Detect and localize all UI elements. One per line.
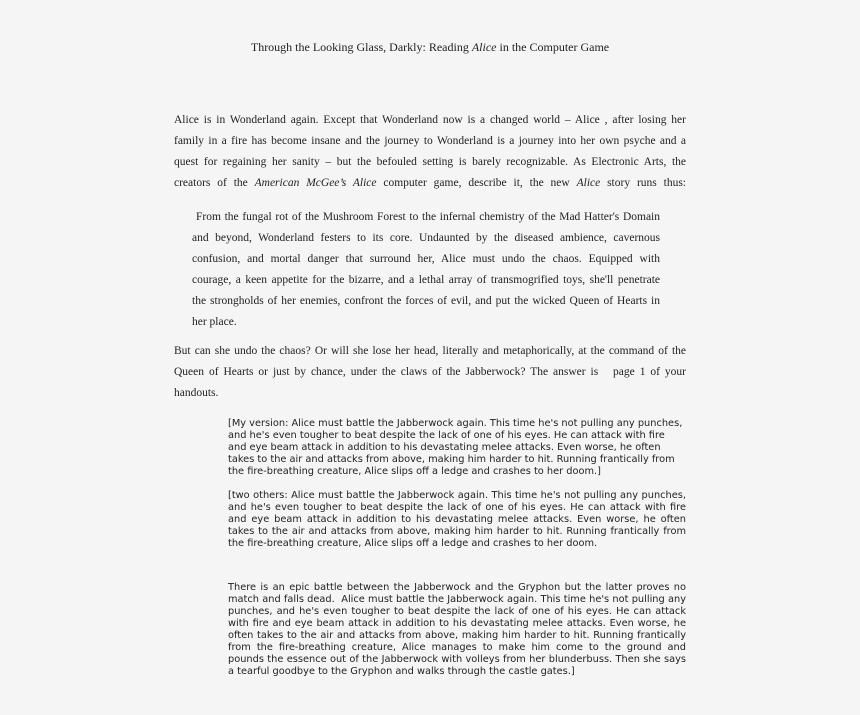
note-line: a tearful goodbye to the Gryphon and walks through the castle gates.] (228, 666, 575, 677)
note-line: takes to the air and attacks from above, making him harder to hit. Running frantically from (228, 526, 686, 537)
note-line: [My version: Alice must battle the Jabberwock again. This time he's not pulling any punches, (228, 418, 683, 429)
intro-text: story runs thus: (600, 177, 686, 189)
note-line: punches, and he's even tougher to beat despite the lack of one of his eyes. He can attack (228, 606, 686, 617)
title-suffix: in the Computer Game (496, 40, 610, 54)
block-quote (192, 207, 660, 333)
note-line: the fire-breathing creature, Alice slips off a ledge and crashes to her doom. (228, 538, 598, 549)
game-title-italic: American McGee’s Alice (254, 177, 377, 189)
note-line: the fire-breathing creature, Alice slips off a ledge and crashes to her doom.] (228, 466, 601, 477)
note-line: takes to the air and attacks from above, making him harder to hit. Running frantically from (228, 454, 675, 465)
quote-line: confusion, and mortal danger that surround her, Alice must undo the chaos. Equipped with (192, 253, 660, 265)
intro-paragraph (174, 110, 686, 194)
intro-line: Alice is in Wonderland again. Except that Wonderland now is a changed world – Alice , after losing her (174, 114, 686, 126)
quote-line: courage, a keen appetite for the bizarre, and a lethal array of transmogrified toys, she'll penetrate (192, 274, 660, 286)
quote-line: and beyond, Wonderland festers to its core. Undaunted by the diseased ambience, cavernous (192, 232, 660, 244)
question-line: Queen of Hearts or just by chance, under the claws of the Jabberwock? The answer is page 1 of your (174, 366, 686, 378)
title-italic: Alice (471, 40, 497, 54)
intro-text: computer game, describe it, the new (376, 177, 577, 189)
note-line: [two others: Alice must battle the Jabberwock again. This time he's not pulling any punches, (228, 490, 686, 501)
note-line: There is an epic battle between the Jabberwock and the Gryphon but the latter proves no (228, 582, 686, 593)
intro-line: family in a fire has become insane and the journey to Wonderland is a journey into her own psyche and a (174, 135, 686, 147)
document-title (0, 39, 860, 55)
note-line: often takes to the air and attacks from above, making him harder to hit. Running frantically (228, 630, 686, 641)
version-note-others (228, 490, 686, 550)
intro-text: creators of the (174, 177, 255, 189)
version-note-mine (228, 418, 686, 478)
note-line: with fire and eye beam attack in addition to his devastating melee attacks. Even worse, he (228, 618, 686, 629)
quote-line: the strongholds of her enemies, confront the forces of evil, and put the wicked Queen of Hearts in (192, 295, 660, 307)
intro-line (174, 173, 686, 194)
note-line: and eye beam attack in addition to his devastating melee attacks. Even worse, he often (228, 442, 661, 453)
note-line: from the fire-breathing creature, Alice manages to make him come to the ground and (228, 642, 686, 653)
question-line: But can she undo the chaos? Or will she lose her head, literally and metaphorically, at the command of the (174, 345, 686, 357)
title-prefix: Through the Looking Glass, Darkly: Reading (250, 40, 472, 54)
version-note-epic-battle (228, 582, 686, 678)
quote-line: her place. (192, 316, 237, 328)
alice-italic: Alice (576, 177, 601, 189)
note-line: and eye beam attack in addition to his devastating melee attacks. Even worse, he often (228, 514, 686, 525)
note-line: match and falls dead. Alice must battle the Jabberwock again. This time he's not pulling any (228, 594, 686, 605)
quote-line: From the fungal rot of the Mushroom Forest to the infernal chemistry of the Mad Hatter's Domain (196, 211, 660, 223)
question-line: handouts. (174, 387, 219, 399)
note-line: pounds the essence out of the Jabberwock with volleys from her blunderbuss. Then she says (228, 654, 686, 665)
question-paragraph (174, 341, 686, 404)
intro-line: quest for regaining her sanity – but the befouled setting is barely recognizable. As Electronic Arts, the (174, 156, 686, 168)
note-line: and he's even tougher to beat despite the lack of one of his eyes. He can attack with fire (228, 430, 665, 441)
note-line: and he's even tougher to beat despite the lack of one of his eyes. He can attack with fire (228, 502, 686, 513)
